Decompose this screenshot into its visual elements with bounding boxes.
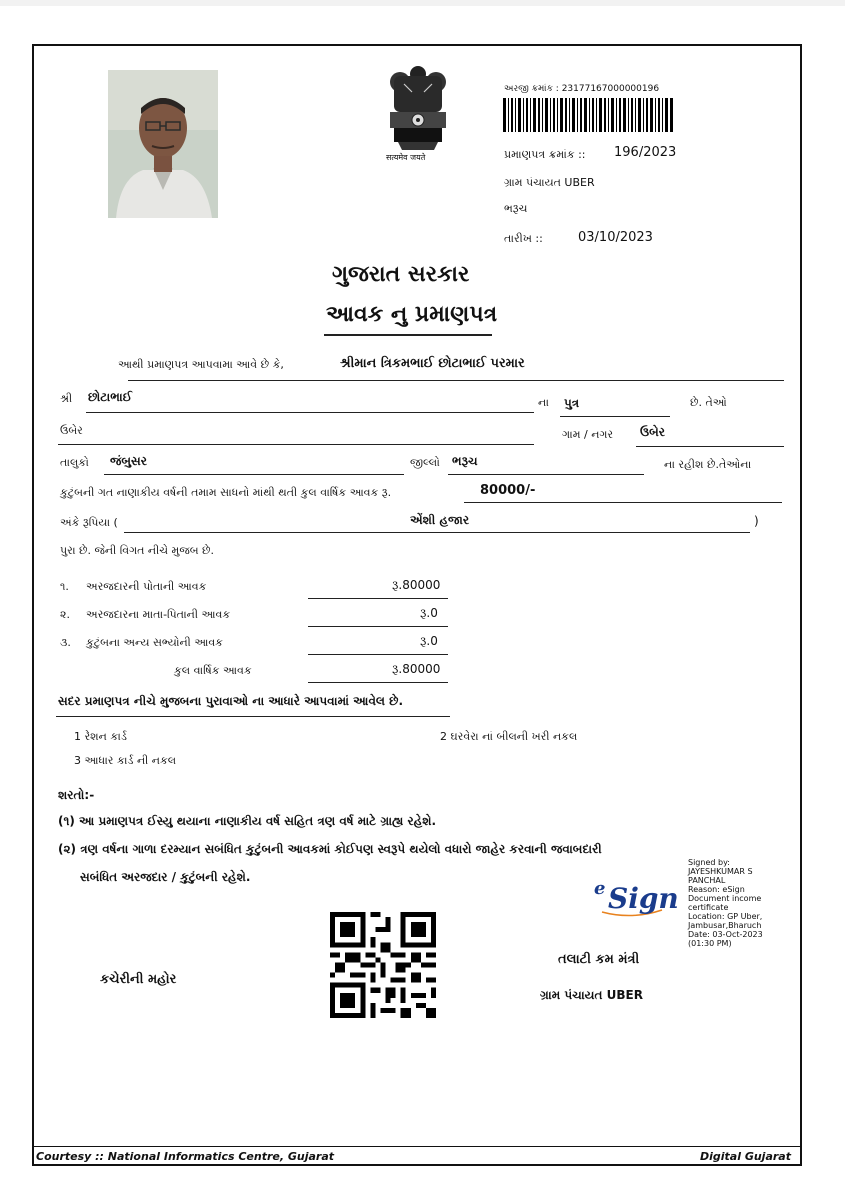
barcode-icon (503, 98, 673, 132)
condition-1: (૧) આ પ્રમાણપત્ર ઈસ્યુ થયાના નાણાકીય વર્ષ સહિત ત્રણ વર્ષ માટે ગ્રાહ્ય રહેશે. (58, 814, 437, 828)
words-line (124, 532, 750, 533)
village-line (58, 444, 534, 445)
income-row-label: કુટુંબના અન્ય સભ્યોની આવક (86, 636, 223, 649)
evidence-item: 3 આધાર કાર્ડ ની નકલ (74, 754, 177, 767)
evidence-item: 1 રેશન કાર્ડ (74, 730, 127, 743)
total-income-value: રૂ.80000 (392, 662, 441, 676)
resident-text: ના રહીશ છે.તેઓના (664, 458, 752, 471)
total-income-label: કુલ વાર્ષિક આવક (174, 664, 252, 677)
esign-logo-sign: Sign (608, 882, 679, 915)
talati-title: તલાટી કમ મંત્રી (558, 952, 640, 967)
date-value: 03/10/2023 (578, 230, 653, 245)
government-title: ગુજરાત સરકાર (332, 262, 470, 287)
details-text: પુરા છે. જેની વિગત નીચે મુજબ છે. (60, 544, 215, 557)
esign-logo (592, 872, 682, 922)
name-line (128, 380, 784, 381)
income-statement: કુટુંબની ગત નાણાકીય વર્ષની તમામ સાધનો માંથી થતી કુલ વાર્ષિક આવક રૂ. (60, 486, 392, 499)
jillo-label: જીલ્લો (410, 456, 440, 469)
father-line (86, 412, 534, 413)
income-row-no: ૨. (60, 608, 70, 621)
jillo-line (448, 474, 644, 475)
words-value: એંશી હજાર (410, 513, 470, 527)
condition-2-cont: સબંધિત અરજદાર / કુટુંબની રહેશે. (80, 870, 251, 884)
words-close: ) (754, 514, 759, 528)
date-label: તારીખ :: (504, 232, 543, 245)
income-row-no: ૩. (60, 636, 71, 649)
cert-number-label: પ્રમાણપત્ર ક્રમાંક :: (504, 148, 586, 161)
village-name: ઉબેર (60, 424, 83, 437)
applicant-name: શ્રીમાન ત્રિકમભાઈ છોટાભાઈ પરમાર (340, 356, 525, 371)
cert-number-value: 196/2023 (614, 145, 677, 160)
na-label: ના (538, 396, 549, 409)
shri-label: શ્રી (60, 392, 73, 405)
evidence-item: 2 ઘરવેરા નાં બીલની ખરી નકલ (440, 730, 578, 743)
che-teo-text: છે. તેઓ (690, 396, 727, 409)
income-row-value: રૂ.0 (420, 634, 438, 648)
gam-line (636, 446, 784, 447)
applicant-photo (108, 70, 218, 218)
esign-logo-e: e (594, 878, 606, 899)
application-number: અરજી ક્રમાંક : 23177167000000196 (504, 84, 660, 94)
title-underline (324, 334, 492, 336)
footer-divider (34, 1146, 800, 1147)
intro-text: આથી પ્રમાણપત્ર આપવામા આવે છે કે, (118, 358, 284, 371)
income-row-value: રૂ.80000 (392, 578, 441, 592)
taluka-label: તાલુકો (60, 456, 89, 469)
certificate-title: આવક નુ પ્રમાણપત્ર (326, 302, 498, 327)
gram-panchayat: ગ્રામ પંચાયત UBER (504, 176, 595, 189)
evidence-heading: સદર પ્રમાણપત્ર નીચે મુજબના પુરાવાઓ ના આધારે આપવામાં આવેલ છે. (58, 694, 404, 708)
income-row-label: અરજદારના માતા-પિતાની આવક (86, 608, 231, 621)
taluka-line (104, 474, 404, 475)
qr-code-icon (330, 912, 436, 1018)
income-row-line (308, 598, 448, 599)
taluka-value: જંબુસર (110, 454, 147, 468)
income-line (464, 502, 782, 503)
footer-courtesy: Courtesy :: National Informatics Centre, Gujarat (36, 1150, 335, 1163)
emblem-motto: सत्यमेव जयते (386, 153, 426, 162)
gam-nagar-label: ગામ / નગર (562, 428, 614, 441)
district-name: ભરૂચ (504, 202, 528, 215)
jillo-value: ભરૂચ (452, 454, 478, 468)
footer-digital-gujarat: Digital Gujarat (700, 1150, 791, 1163)
evidence-underline (56, 716, 450, 717)
income-row-line (308, 626, 448, 627)
relation-value: પુત્ર (564, 396, 580, 410)
words-label: અંકે રૂપિયા ( (60, 516, 118, 529)
certificate-page (0, 6, 845, 1200)
signature-panchayat: ગ્રામ પંચાયત UBER (540, 988, 643, 1002)
income-value: 80000/- (480, 483, 536, 498)
gam-value: ઉબેર (640, 425, 665, 439)
total-income-line (308, 682, 448, 683)
condition-2: (૨) ત્રણ વર્ષના ગાળા દરમ્યાન સબંધિત કુટુંબની આવકમાં કોઈપણ સ્વરૂપે થયેલો વધારો જાહેર કરવાની જવાબદારી (58, 842, 602, 856)
conditions-heading: શરતો:- (58, 788, 95, 802)
digital-signature-details: Signed by: JAYESHKUMAR S PANCHAL Reason: eSign Document income certificate Location: GP Uber, Jambusar,Bharuch Date: 03-Oct-2023 (01:30 PM) (688, 858, 763, 948)
relation-line (560, 416, 670, 417)
income-row-line (308, 654, 448, 655)
office-seal-label: કચેરીની મહોર (100, 972, 177, 987)
income-row-no: ૧. (60, 580, 69, 593)
national-emblem-icon (378, 64, 458, 166)
income-row-label: અરજદારની પોતાની આવક (86, 580, 207, 593)
income-row-value: રૂ.0 (420, 606, 438, 620)
father-name: છોટાભાઈ (88, 390, 133, 404)
